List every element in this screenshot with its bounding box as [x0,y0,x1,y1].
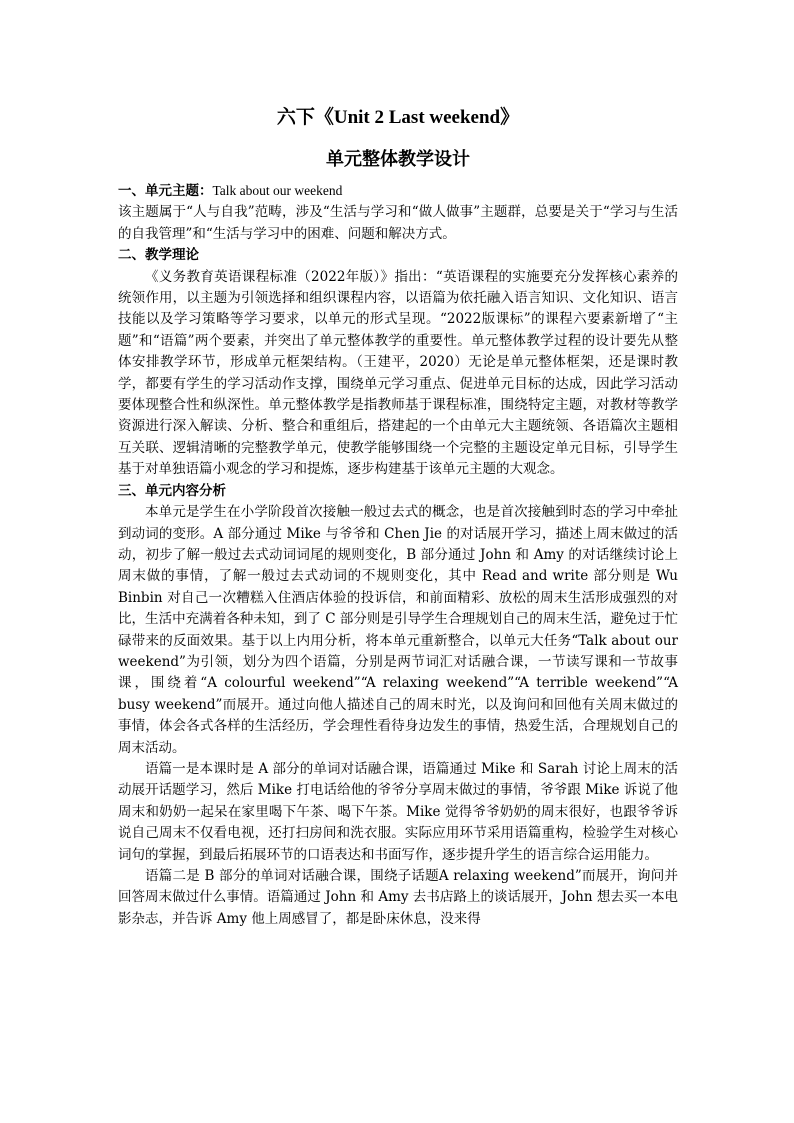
section-3-paragraph: 语篇一是本课时是 A 部分的单词对话融合课，语篇通过 Mike 和 Sarah 讨论上周末的活动展开话题学习，然后 Mike 打电话给他的爷爷分享周末做过的事情，爷爷跟 Mike 诉说了他周末和奶奶一起呆在家里喝下午茶、喝下午茶。Mike 觉得爷爷奶奶的周末很好，也跟爷爷诉说自己周末不仅看电视，还打扫房间和洗衣服。实际应用环节采用语篇重构，检验学生对核心词句的掌握，到最后拓展环节的口语表达和书面写作，逐步提升学生的语言综合运用能力。 [118,760,678,863]
section-3-paragraph: 语篇二是 B 部分的单词对话融合课，围绕子话题A relaxing weekend”而展开，询问并回答周末做过什么事情。语篇通过 John 和 Amy 去书店路上的谈话展开，John 想去买一本电影杂志，并告诉 Amy 他上周感冒了，都是卧床休息，没来得 [118,868,678,927]
document-content [118,104,678,930]
section-2-body: 《义务教育英语课程标准（2022年版）》指出：“英语课程的实施要充分发挥核心素养的统领作用，以主题为引领选择和组织课程内容，以语篇为依托融入语言知识、文化知识、语言技能以及学习策略等学习要求，以单元的形式呈现。“2022版课标”的课程六要素新增了“主题”和“语篇”两个要素，并突出了单元整体教学的重要性。单元整体教学过程的设计要先从整体安排教学环节，形成单元框架结构。（王建平，2020）无论是单元整体框架，还是课时教学，都要有学生的学习活动作支撑，围绕单元学习重点、促进单元目标的达成，因此学习活动要体现整合性和纵深性。单元整体教学是指教师基于课程标准，围绕特定主题，对教材等教学资源进行深入解读、分析、整合和重组后，搭建起的一个由单元大主题统领、各语篇次主题相互关联、逻辑清晰的完整教学单元，使教学能够围绕一个完整的主题设定单元目标，引导学生基于对单独语篇小观念的学习和提炼，逐步构建基于该单元主题的大观念。 [118,268,678,478]
document-title: 六下《Unit 2 Last weekend》 [276,107,520,128]
section-1-heading [118,180,678,202]
section-2-heading: 二、教学理论 [118,247,199,264]
unit-topic: Talk about our weekend [212,183,343,198]
section-3-paragraph: 本单元是学生在小学阶段首次接触一般过去式的概念，也是首次接触到时态的学习中牵扯到动词的变形。A 部分通过 Mike 与爷爷和 Chen Jie 的对话展开学习，描述上周末做过的活动，初步了解一般过去式动词词尾的规则变化，B 部分通过 John 和 Amy 的对话继续讨论上周末做的事情，了解一般过去式动词的不规则变化，其中 Read and write 部分则是 Wu Binbin 对自己一次糟糕入住酒店体验的投诉信，和前面精彩、放松的周末生活形成强烈的对比，生活中充满着各种未知，到了 C 部分则是引导学生合理规划自己的周末生活，避免过于忙碌带来的反面效果。基于以上内用分析，将本单元重新整合，以单元大任务“Talk about our weekend”为引领，划分为四个语篇，分别是两节词汇对话融合课，一节读写课和一节故事课，围绕着“A colourful weekend”“A relaxing weekend”“A terrible weekend”“A busy weekend”而展开。通过向他人描述自己的周末时光，以及询问和回他有关周末做过的事情，体会各式各样的生活经历，学会理性看待身边发生的事情，热爱生活，合理规划自己的周末活动。 [118,504,678,756]
section-1-heading-label: 一、单元主题： [118,183,213,199]
section-1-body: 该主题属于“人与自我”范畴，涉及“生活与学习和“做人做事”主题群，总要是关于“学习与生活的自我管理”和“生活与学习中的困难、问题和解决方式。 [118,204,678,242]
document-subtitle: 单元整体教学设计 [326,149,470,170]
section-3-heading: 三、单元内容分析 [118,482,226,499]
